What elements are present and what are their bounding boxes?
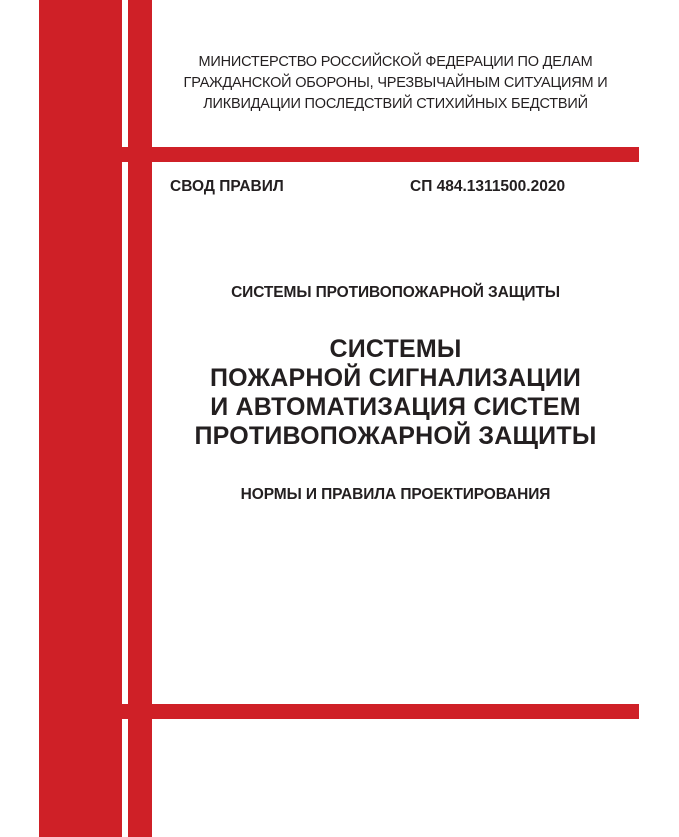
document-title: [152, 335, 639, 451]
ministry-name: [152, 52, 639, 115]
document-code: СП 484.1311500.2020: [410, 178, 566, 195]
red-horizontal-band-bottom: [39, 704, 639, 719]
ministry-line: ГРАЖДАНСКОЙ ОБОРОНЫ, ЧРЕЗВЫЧАЙНЫМ СИТУАЦИЯМ И: [183, 75, 608, 91]
ministry-line: ЛИКВИДАЦИИ ПОСЛЕДСТВИЙ СТИХИЙНЫХ БЕДСТВИЙ: [203, 96, 588, 112]
title-line: И АВТОМАТИЗАЦИЯ СИСТЕМ: [210, 393, 581, 421]
red-horizontal-band-top: [39, 147, 639, 162]
ministry-line: МИНИСТЕРСТВО РОССИЙСКОЙ ФЕДЕРАЦИИ ПО ДЕЛАМ: [198, 54, 593, 70]
title-line: СИСТЕМЫ: [329, 335, 462, 363]
document-code-row: [170, 178, 590, 200]
document-type: СВОД ПРАВИЛ: [170, 178, 284, 195]
title-line: ПОЖАРНОЙ СИГНАЛИЗАЦИИ: [209, 364, 582, 392]
document-subtitle: НОРМЫ И ПРАВИЛА ПРОЕКТИРОВАНИЯ: [240, 486, 551, 503]
series-title: СИСТЕМЫ ПРОТИВОПОЖАРНОЙ ЗАЩИТЫ: [231, 284, 560, 301]
title-line: ПРОТИВОПОЖАРНОЙ ЗАЩИТЫ: [194, 422, 597, 450]
